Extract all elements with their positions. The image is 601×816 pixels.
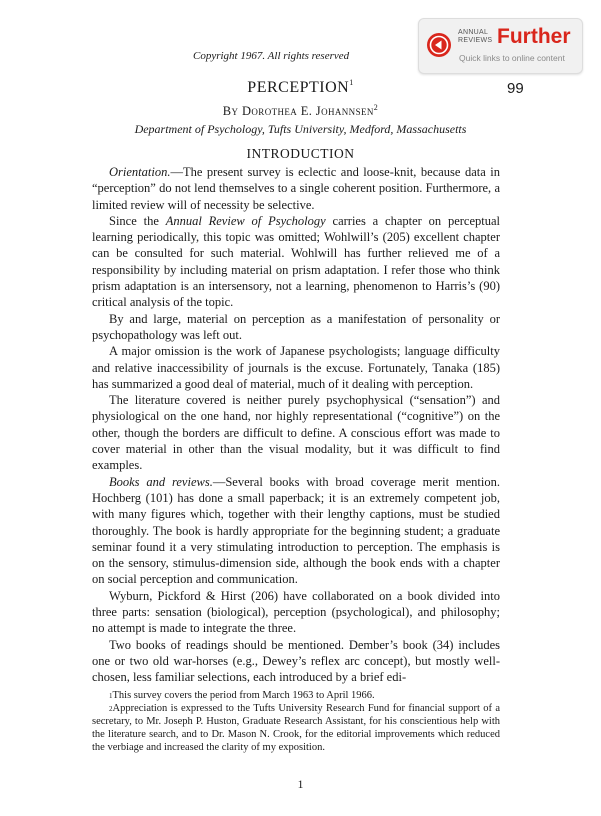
author-line: By Dorothea E. Johannsen$^2$: [222, 103, 379, 118]
author-affiliation: Department of Psychology, Tufts University, Medford, Massachusetts: [134, 122, 467, 136]
paragraph-literature-scope: The literature covered is neither purely psychophysical (“sensation”) and physiological on the one hand, nor highly representational (“cognitive”) on the other, though the borders are difficult to define. A conscious effort was made to cover material in other than the visual modality, but it was difficult to find examples.: [92, 393, 500, 473]
further-label: Further: [497, 25, 571, 48]
author-name: Dorothea E. Johannsen: [241, 104, 374, 118]
author-footnote-mark[interactable]: 2: [373, 103, 379, 112]
copyright-notice: Copyright 1967. All rights reserved: [193, 50, 350, 62]
journal-title: Annual Review of Psychology: [165, 213, 326, 228]
further-tagline: Quick links to online content: [459, 53, 565, 63]
footnote-2: $^2$Appreciation is expressed to the Tufts University Research Fund for financial support of a secretary, to Mr. Joseph P. Huston, Graduate Research Assistant, for his conscientious help with the literature search, and to Dr. Mason N. Crook, for the editorial improvements which reduced the verbiage and increased the clarity of my exposition.: [92, 702, 500, 753]
title-footnote-mark[interactable]: 1: [349, 78, 354, 87]
article-body: [92, 164, 500, 686]
paragraph-japanese-work: A major omission is the work of Japanese psychologists; language difficulty and relative inaccessibility of journals is the excuse. Fortunately, Tanaka (185) has summarized a good deal of material, much of it dealing with perception.: [92, 344, 500, 391]
annual-reviews-further-badge[interactable]: [418, 18, 583, 74]
play-circle-icon: [426, 32, 452, 58]
paragraph-readings: Two books of readings should be mentioned. Dember’s book (34) includes one or two old war-horses (e.g., Dewey’s reflex arc concept), but mostly well-chosen, less familiar selections, each introduced by a brief edi-: [92, 637, 500, 685]
section-heading: INTRODUCTION: [246, 146, 355, 161]
footnotes: [92, 690, 500, 755]
paragraph-personality: By and large, material on perception as a manifestation of personality or psychopathology was left out.: [92, 311, 500, 342]
paragraph-orientation: Orientation.—The present survey is eclectic and loose-knit, because data in “perception” do not lend themselves to a single coherent position. Furthermore, a limited review will of necessity be selective.: [92, 165, 500, 212]
paragraph-books-reviews: Books and reviews.—Several books with broad coverage merit mention. Hochberg (101) has done a small paperback; it is an extremely competent job, with many figures which, together with their lengthy captions, must be studied thoroughly. The book is hardly appropriate for the beginning student; a graduate seminar found it a very stimulating introduction to perception. The emphasis is on the sensory, stimulus-dimension side, although the book ends with a chapter on social perception and communication.: [92, 474, 500, 587]
footnote-1: $^1$This survey covers the period from March 1963 to April 1966.: [109, 690, 375, 701]
page-number: 99: [507, 80, 524, 97]
paragraph-omitted-topics: Since the Annual Review of Psychology carries a chapter on perceptual learning periodically, this topic was omitted; Wohlwill’s (205) excellent chapter can be consulted for such material. Wohlwill has further relieved me of a responsibility by including material on prism adaptation. I refer those who think prism adaptation is an intersensory, not a learning, phenomenon to Harris’s (90) critical analysis of the topic.: [92, 213, 500, 310]
article-title: PERCEPTION$^1$: [247, 78, 354, 96]
folio: 1: [297, 777, 304, 791]
paragraph-wyburn: Wyburn, Pickford & Hirst (206) have collaborated on a book divided into three parts: sensation (biological), perception (psychological), and philosophy; no attempt is made to integrate the three.: [92, 588, 500, 636]
annual-reviews-wordmark: ANNUAL REVIEWS: [458, 29, 493, 44]
